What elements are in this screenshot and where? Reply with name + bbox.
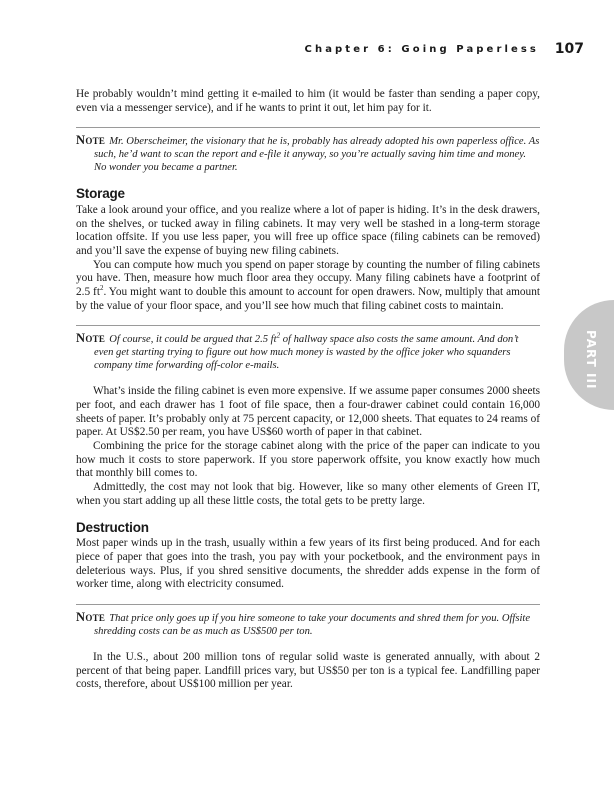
storage-paragraph-1: Take a look around your office, and you realize where a lot of paper is hiding. It’s in the desk drawers, on the shelves, or tucked away in filing cabinets. It may very well be stashed in a long-term storage location offsite. If you use less paper, you will free up office space (filing cabinets can be removed) and you’ll save the expense of buying new filing cabinets. — [76, 203, 540, 257]
section-heading-storage: Storage — [76, 186, 125, 202]
cabinet-paragraph-3: Admittedly, the cost may not look that big. However, like so many other elements of Green IT, when you start adding up all these little costs, the total gets to be pretty large. — [76, 481, 540, 507]
note-label: Note — [76, 610, 106, 625]
note-box — [76, 604, 540, 639]
destruction-paragraph-1: Most paper winds up in the trash, usually within a few years of its first being produced. And for each piece of paper that goes into the trash, you pay with your pocketbook, and the environment pays in deleterious ways. Plus, if you shred sensitive documents, the shredder adds expense in the form of worker time, along with electricity consumed. — [76, 537, 540, 591]
running-header — [0, 42, 614, 62]
note-label: Note — [76, 331, 106, 346]
note-text: That price only goes up if you hire someone to take your documents and shred them for you. Offsite shredding costs can be as much as US$500 per ton. — [94, 613, 531, 637]
note-text: Mr. Oberscheimer, the visionary that he is, probably has already adopted his own paperless office. As such, he’d want to scan the report and e-file it anyway, so you’re actually saving him time and money. No wonder you became a partner. — [94, 136, 540, 174]
storage-paragraph-2: You can compute how much you spend on paper storage by counting the number of filing cabinets you have. Then, measure how much floor area they occupy. Many filing cabinets have a footprint of 2.5 $ft^2$. You might want to double this amount to account for open drawers. Now, multiply that amount by the value of your floor space, and you’ll see how much that filing cabinet costs to maintain. — [76, 258, 540, 312]
note-box — [76, 127, 540, 175]
note-text: Of course, it could be argued that 2.5 $ft^2$ of hallway space also costs the same amount. And don’t even get starting trying to figure out how much money is wasted by the office joker who squanders company time forwarding off-color e-mails. — [94, 331, 519, 372]
part-tab-label: PART III — [584, 330, 598, 390]
chapter-title: Chapter 6: Going Paperless — [304, 44, 539, 55]
part-tab — [564, 300, 614, 410]
intro-paragraph: He probably wouldn’t mind getting it e-mailed to him (it would be faster than sending a paper copy, even via a messenger service), and if he wants to print it out, let him pay for it. — [76, 88, 540, 114]
destruction-paragraph-2: In the U.S., about 200 million tons of regular solid waste is generated annually, with about 2 percent of that being paper. Landfill prices vary, but US$50 per ton is a typical fee. Landfilling paper costs, therefore, about US$100 million per year. — [76, 650, 540, 691]
note-label: Note — [76, 133, 106, 148]
cabinet-paragraph-2: Combining the price for the storage cabinet along with the price of the paper can indicate to you how much it costs to store paperwork. If you store paperwork offsite, you know exactly how much that monthly bill comes to. — [76, 439, 540, 480]
cabinet-paragraph-1: What’s inside the filing cabinet is even more expensive. If we assume paper consumes 2000 sheets per foot, and each drawer has 1 foot of file space, then a four-drawer cabinet could contain 16,000 sheets of paper. It’s probably only at 75 percent capacity, or 12,000 sheets. That equates to 24 reams of paper. At US$2.50 per ream, you have US$60 worth of paper in that cabinet. — [76, 385, 540, 439]
section-heading-destruction: Destruction — [76, 519, 149, 535]
note-box — [76, 325, 540, 373]
page-number: 107 — [554, 41, 584, 57]
page-body — [76, 88, 540, 692]
